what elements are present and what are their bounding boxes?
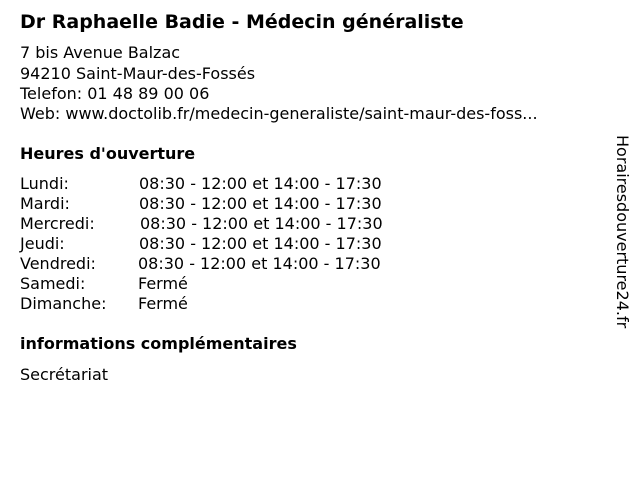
hours-value: 08:30 - 12:00 et 14:00 - 17:30 — [139, 194, 382, 213]
hours-value: 08:30 - 12:00 et 14:00 - 17:30 — [138, 254, 381, 273]
day-label: Lundi: — [20, 174, 69, 193]
opening-hours-heading: Heures d'ouverture — [20, 144, 196, 163]
hours-value: 08:30 - 12:00 et 14:00 - 17:30 — [140, 214, 383, 233]
address-city: 94210 Saint-Maur-des-Fossés — [20, 64, 256, 83]
phone-number: Telefon: 01 48 89 00 06 — [20, 84, 210, 103]
day-label: Mardi: — [20, 194, 70, 213]
additional-info-heading: informations complémentaires — [20, 334, 297, 353]
address-street: 7 bis Avenue Balzac — [20, 43, 181, 62]
day-label: Mercredi: — [20, 214, 95, 233]
website-link[interactable]: Web: www.doctolib.fr/medecin-generaliste/saint-maur-des-foss... — [20, 104, 538, 123]
day-label: Vendredi: — [20, 254, 96, 273]
page-title: Dr Raphaelle Badie - Médecin généraliste — [20, 11, 464, 33]
hours-value: 08:30 - 12:00 et 14:00 - 17:30 — [139, 174, 382, 193]
hours-value: Fermé — [138, 274, 188, 293]
hours-value: Fermé — [138, 294, 188, 313]
day-label: Jeudi: — [20, 234, 65, 253]
day-label: Samedi: — [20, 274, 86, 293]
hours-value: 08:30 - 12:00 et 14:00 - 17:30 — [139, 234, 382, 253]
site-watermark: Horairesdouverture24.fr — [613, 135, 632, 329]
day-label: Dimanche: — [20, 294, 107, 313]
additional-info-text: Secrétariat — [20, 365, 109, 384]
